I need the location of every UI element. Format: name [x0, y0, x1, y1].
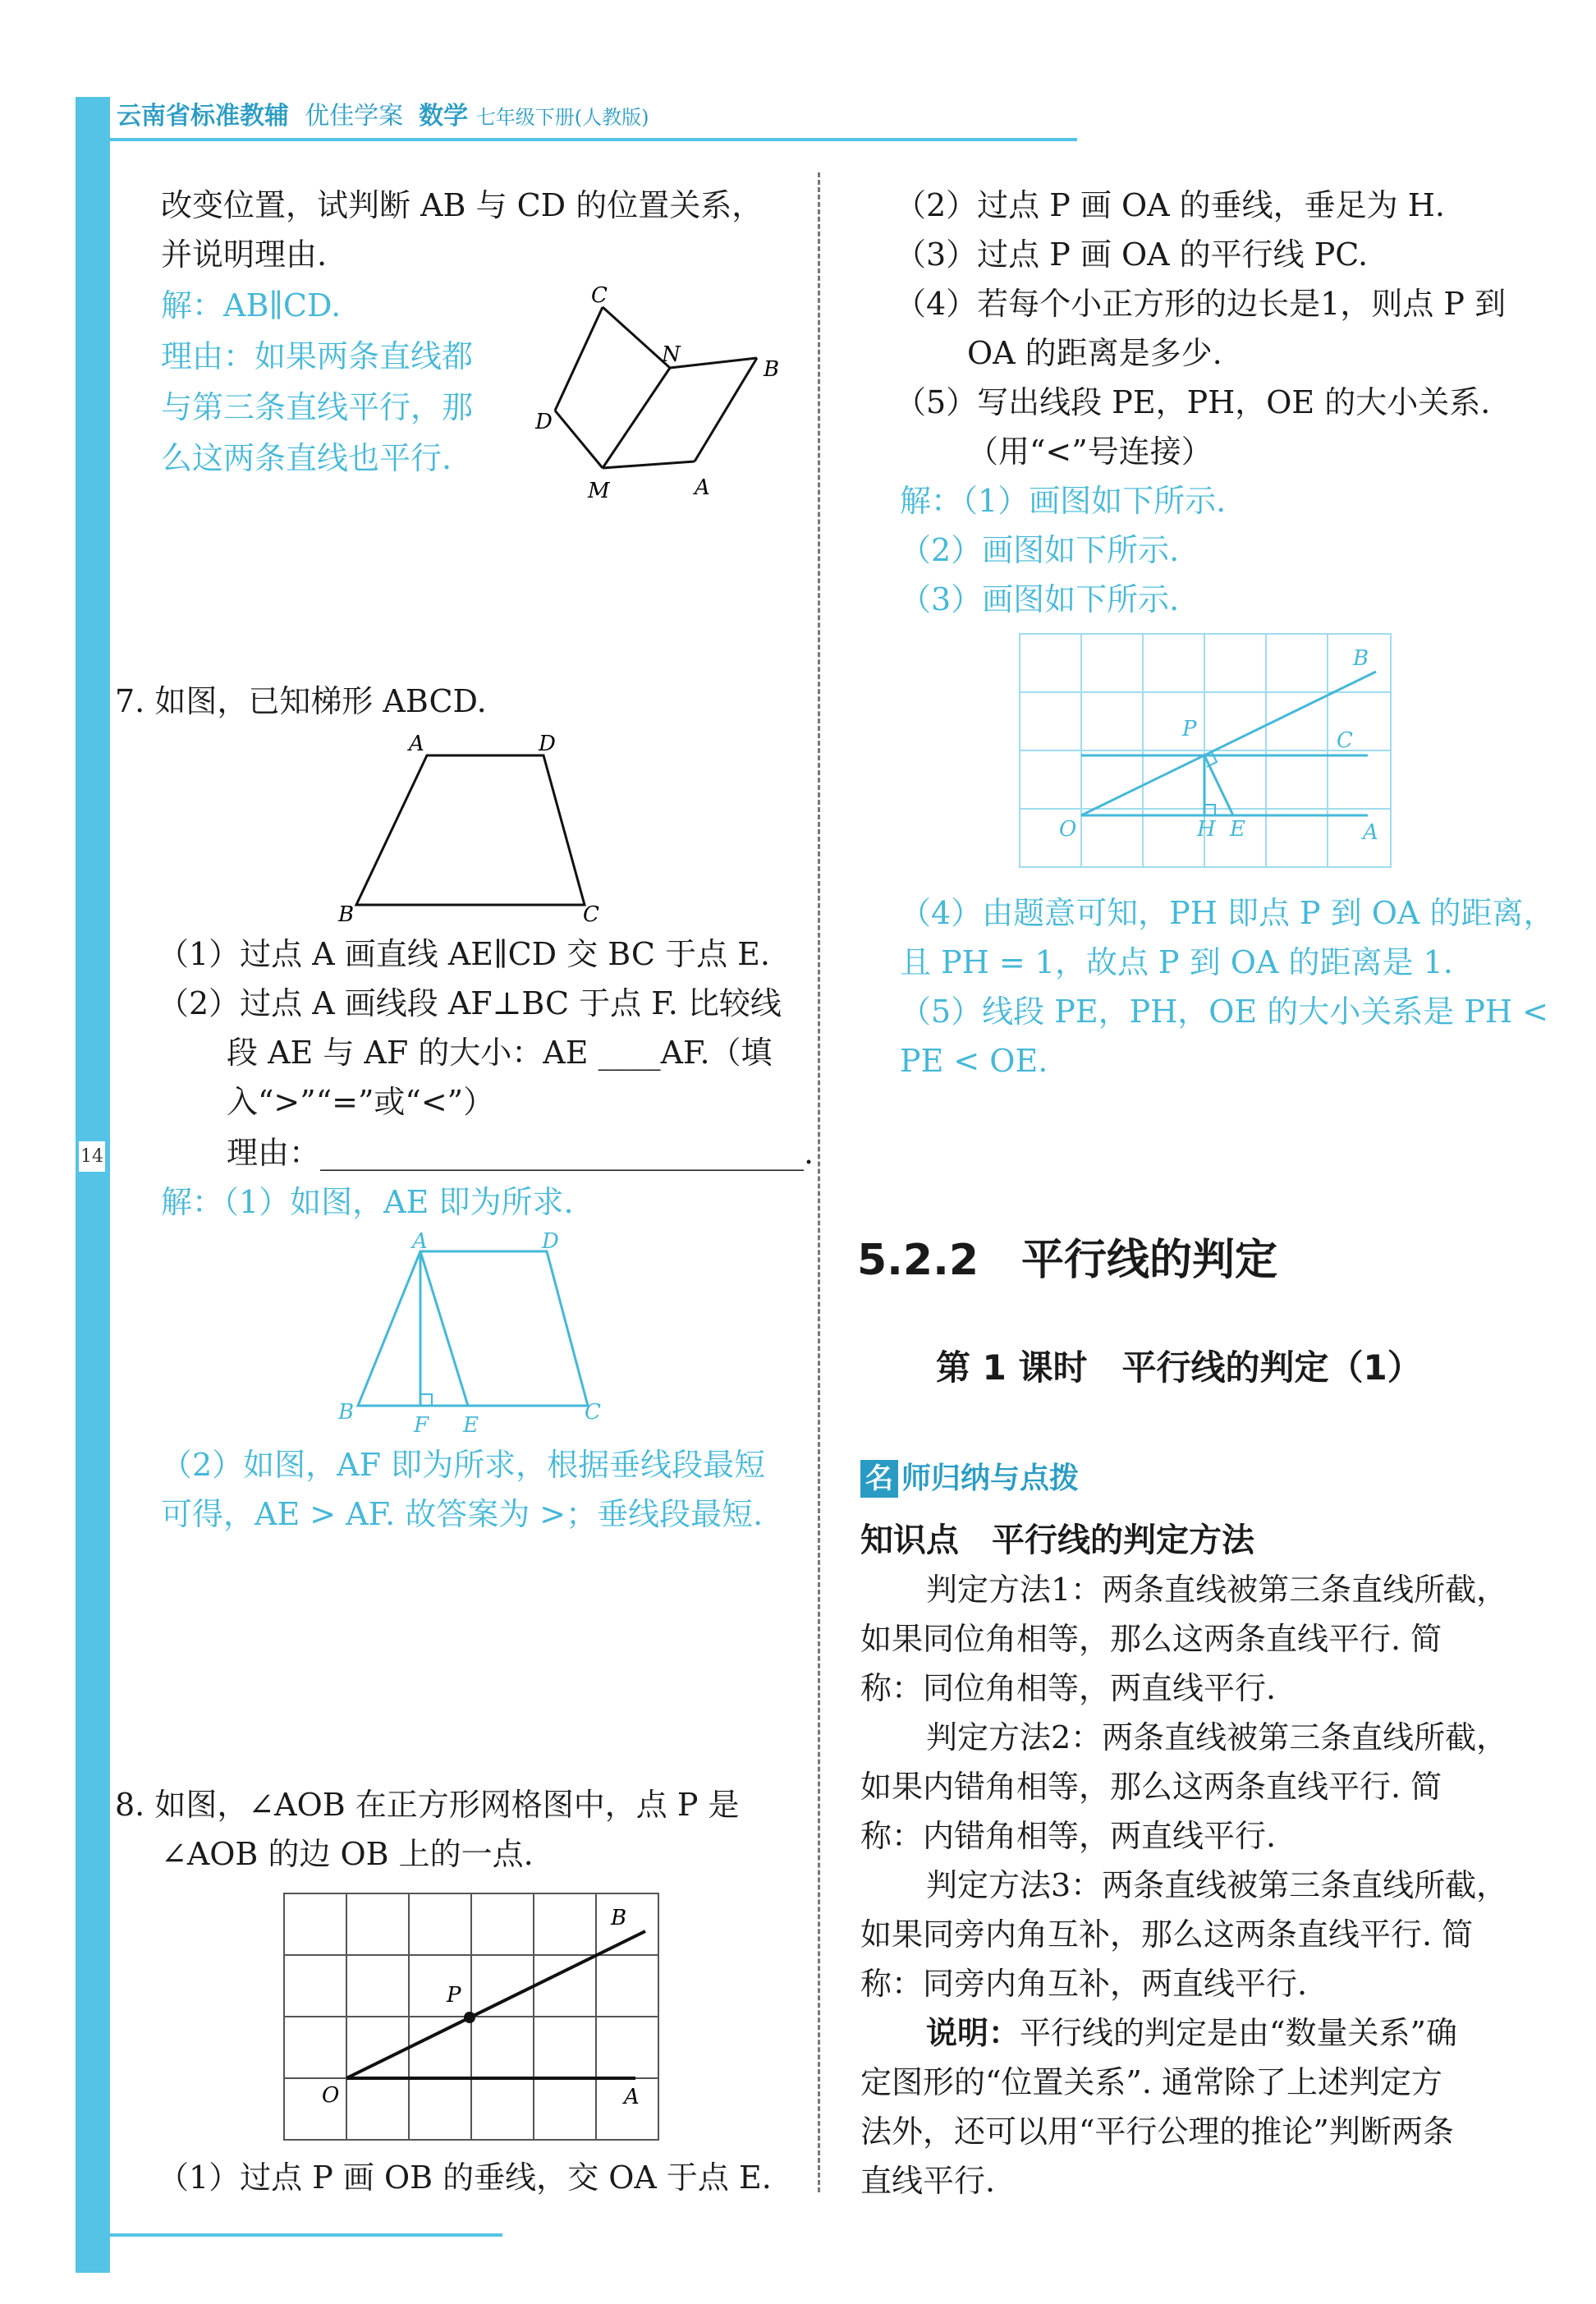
q8ans-label-o: O [1059, 817, 1077, 842]
q7-part-2-line-1: （2）过点 A 画线段 AF⊥BC 于点 F. 比较线 [158, 985, 782, 1021]
note-line-1-text: 平行线的判定是由“数量关系”确 [1020, 2015, 1457, 2051]
footer-rule [76, 2233, 502, 2237]
q6-label-n: N [662, 342, 681, 367]
q7ans-label-a: A [412, 1229, 428, 1254]
q7-ans-2-line-1: （2）如图，AF 即为所求，根据垂线段最短 [161, 1447, 766, 1483]
q8-part-3: （3）过点 P 画 OA 的平行线 PC. [895, 236, 1369, 273]
column-divider [818, 172, 820, 2192]
q6-ans-4: 么这两条直线也平行. [161, 440, 452, 476]
q7ans-label-c: C [585, 1400, 601, 1425]
tips-heading [860, 1458, 1079, 1499]
q6-label-d: D [535, 410, 553, 434]
body-line-4: 判定方法2：两条直线被第三条直线所截， [926, 1719, 1508, 1756]
q6-line-2: 并说明理由. [161, 236, 328, 273]
q8-ans-grid-figure [1015, 629, 1401, 875]
q8-part-5-line-1: （5）写出线段 PE，PH，OE 的大小关系. [895, 384, 1491, 420]
q8-grid-figure [279, 1889, 665, 2151]
section-title: 5.2.2 平行线的判定 [857, 1236, 1278, 1285]
q8-part-4-line-1: （4）若每个小正方形的边长是1，则点 P 到 [895, 286, 1507, 322]
q8-label-o: O [322, 2083, 340, 2108]
q6-ans-2: 理由：如果两条直线都 [161, 338, 474, 374]
body-line-1: 判定方法1：两条直线被第三条直线所截， [926, 1572, 1508, 1608]
header-rule [76, 138, 1077, 141]
q8ans-label-e: E [1230, 817, 1245, 842]
q6-line-1: 改变位置，试判断 AB 与 CD 的位置关系， [161, 187, 764, 223]
q8-ans-5-line-1: （5）线段 PE，PH，OE 的大小关系是 PH < [900, 994, 1548, 1030]
q8-part-4-line-2: OA 的距离是多少. [967, 335, 1222, 371]
q7-part-2-line-3: 入“>”“=”或“<”） [227, 1084, 495, 1120]
header-text [117, 97, 649, 137]
q8-ans-5-line-2: PE < OE. [900, 1043, 1048, 1079]
q7-label-a: A [409, 732, 424, 756]
header-grade: 七年级下册(人教版) [475, 106, 649, 129]
q8-label-p: P [447, 1983, 461, 2008]
note-line-2: 定图形的“位置关系”. 通常除了上述判定方 [860, 2064, 1443, 2100]
body-line-2: 如果同位角相等，那么这两条直线平行. 简 [860, 1621, 1442, 1657]
q7-figure [328, 731, 624, 928]
q8-part-1: （1）过点 P 画 OB 的垂线，交 OA 于点 E. [158, 2159, 772, 2196]
note-line-3: 法外，还可以用“平行公理的推论”判断两条 [860, 2114, 1454, 2150]
body-line-5: 如果内错角相等，那么这两条直线平行. 简 [860, 1769, 1442, 1805]
header-series: 云南省标准教辅 [117, 102, 289, 131]
q7ans-label-b: B [338, 1400, 355, 1425]
q7ans-label-e: E [463, 1413, 479, 1438]
q6-label-m: M [588, 479, 610, 503]
q7-label-b: B [338, 902, 355, 927]
q7-part-1: （1）过点 A 画直线 AE∥CD 交 BC 于点 E. [158, 936, 770, 972]
body-line-8: 如果同旁内角互补，那么这两条直线平行. 简 [860, 1916, 1474, 1953]
q6-figure [534, 279, 796, 517]
knowledge-point-title: 知识点 平行线的判定方法 [860, 1521, 1254, 1559]
side-bar [76, 97, 110, 2273]
body-line-6: 称：内错角相等，两直线平行. [860, 1818, 1277, 1854]
q7-ans-1: 解：（1）如图，AE 即为所求. [161, 1184, 574, 1220]
tips-badge-icon: 名 [860, 1460, 898, 1498]
q8-label-a: A [624, 2085, 640, 2109]
q8ans-label-b: B [1353, 646, 1369, 671]
q8-ans-1: 解：（1）画图如下所示. [900, 483, 1227, 519]
lesson-title: 第 1 课时 平行线的判定（1） [936, 1347, 1422, 1388]
q8ans-label-h: H [1197, 817, 1216, 842]
q8-title-1: 8. 如图，∠AOB 在正方形网格图中，点 P 是 [115, 1787, 740, 1823]
q8-ans-2: （2）画图如下所示. [900, 532, 1180, 568]
q7-title: 7. 如图，已知梯形 ABCD. [115, 683, 487, 719]
q6-label-c: C [591, 283, 608, 308]
body-line-3: 称：同位角相等，两直线平行. [860, 1670, 1277, 1706]
q8-label-b: B [611, 1906, 627, 1930]
q7-ans-figure [328, 1229, 624, 1438]
q7ans-label-d: D [542, 1229, 559, 1254]
q7-label-c: C [583, 902, 599, 927]
q8-part-2: （2）过点 P 画 OA 的垂线，垂足为 H. [895, 187, 1445, 223]
q8-ans-3: （3）画图如下所示. [900, 581, 1180, 617]
q6-label-b: B [764, 357, 780, 382]
q8-title-2: ∠AOB 的边 OB 上的一点. [161, 1836, 534, 1872]
q8ans-label-a: A [1363, 820, 1378, 845]
q8ans-label-c: C [1337, 728, 1353, 753]
body-line-9: 称：同旁内角互补，两直线平行. [860, 1966, 1308, 2002]
q7ans-label-f: F [414, 1413, 429, 1438]
q8-ans-4-line-1: （4）由题意可知，PH 即点 P 到 OA 的距离， [900, 895, 1555, 931]
q7-part-2-line-4: 理由：_______________________________. [227, 1135, 814, 1171]
page-number: 14 [79, 1141, 105, 1172]
q8ans-label-p: P [1182, 717, 1197, 741]
tips-heading-text: 师归纳与点拨 [901, 1462, 1080, 1495]
header-title: 优佳学案 [305, 102, 404, 131]
q7-part-2-line-2: 段 AE 与 AF 的大小：AE ____AF.（填 [227, 1035, 773, 1071]
q7-label-d: D [539, 732, 556, 756]
note-line-1 [926, 2008, 1457, 2058]
q8-ans-4-line-2: 且 PH = 1，故点 P 到 OA 的距离是 1. [900, 944, 1453, 980]
q6-label-a: A [695, 475, 710, 500]
note-line-4: 直线平行. [860, 2163, 996, 2199]
q8-part-5-line-2: （用“<”号连接） [967, 434, 1213, 470]
q6-ans-1: 解：AB∥CD. [161, 287, 342, 324]
q6-ans-3: 与第三条直线平行，那 [161, 389, 474, 425]
q7-ans-2-line-2: 可得，AE > AF. 故答案为 >；垂线段最短. [161, 1496, 764, 1532]
body-line-7: 判定方法3：两条直线被第三条直线所截， [926, 1867, 1508, 1903]
note-label: 说明： [926, 2014, 1020, 2051]
header-subject: 数学 [419, 102, 469, 131]
